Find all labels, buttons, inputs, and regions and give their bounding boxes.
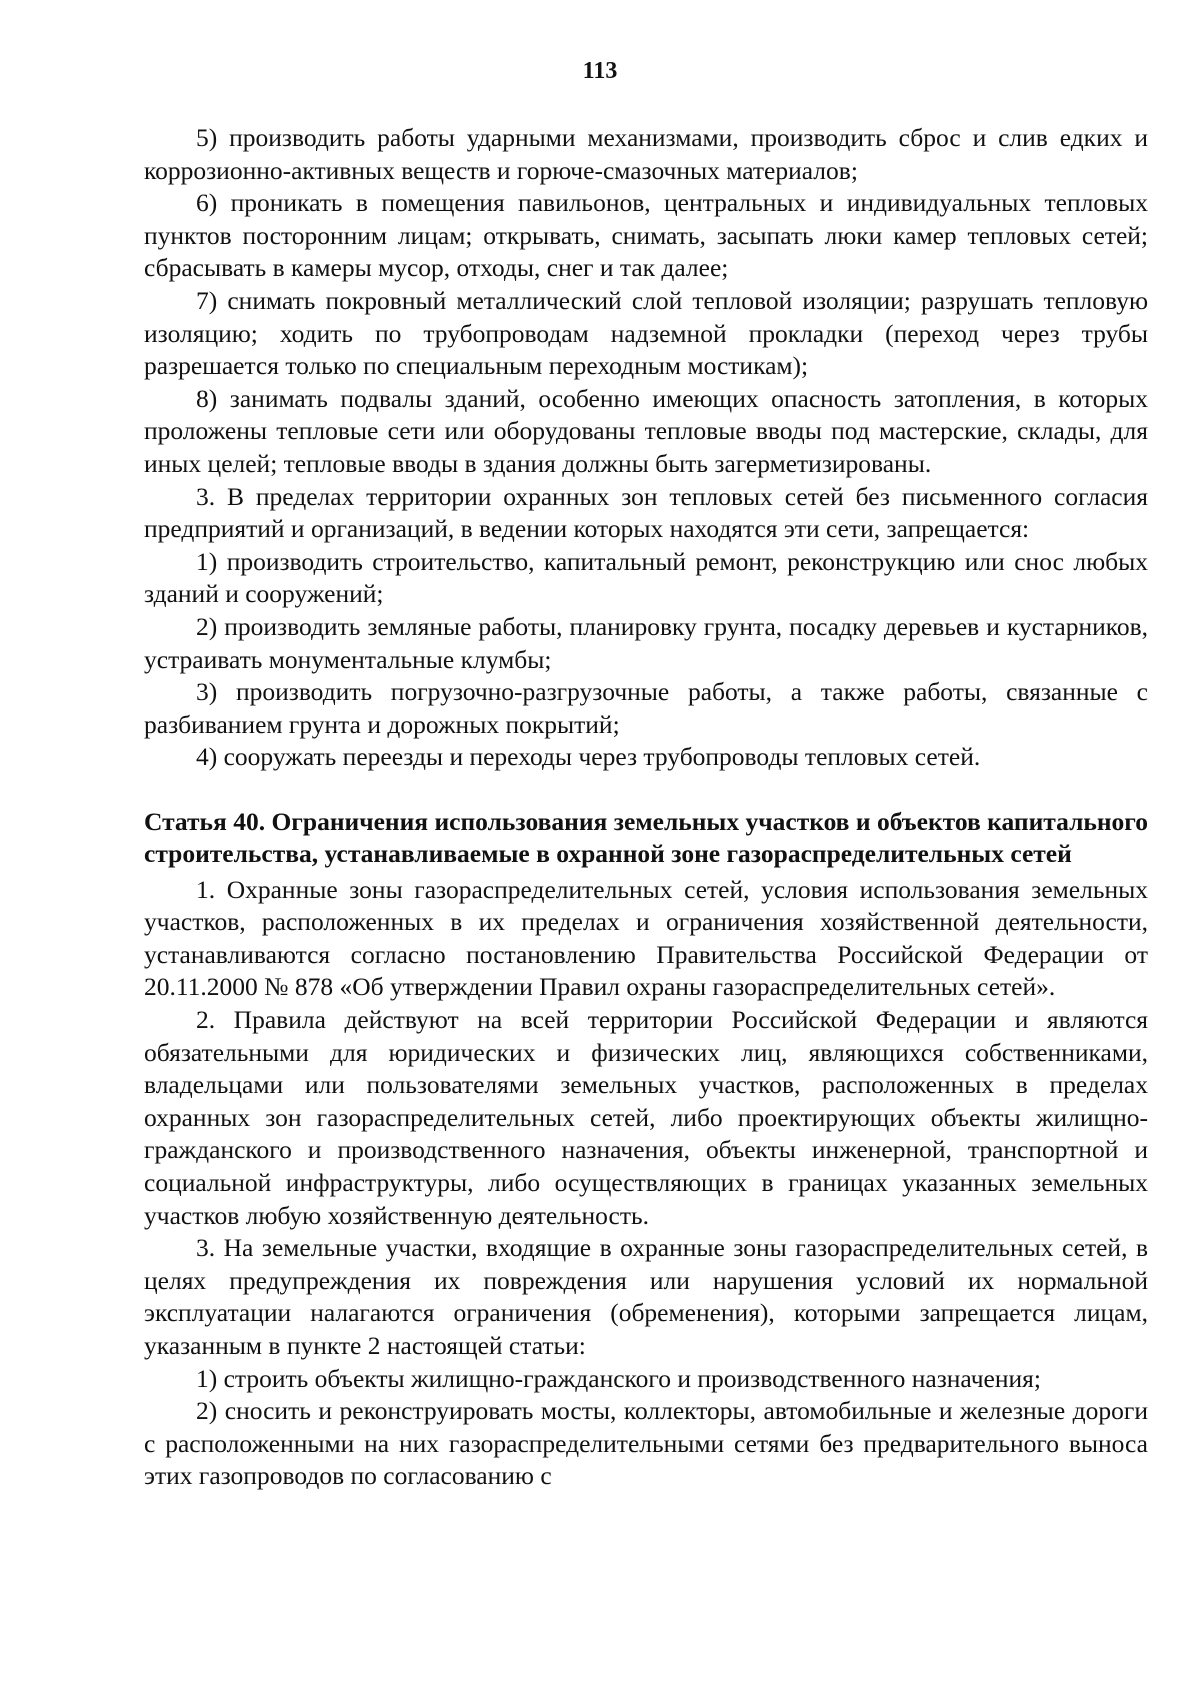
list-item-1-build-objects: 1) строить объекты жилищно-гражданского и производственного назначения; (196, 1363, 1041, 1393)
section-gap (144, 774, 1148, 806)
list-item-1-construction: 1) производить строительство, капитальный ремонт, реконструкцию или снос любых зданий и сооружений; (144, 546, 1148, 609)
list-item-8-basements: 8) занимать подвалы зданий, особенно имеющих опасность затопления, в которых проложены тепловые сети или оборудованы тепловые вводы под мастерские, склады, для иных целей; тепловые вводы в здания должны быть загерметизированы. (144, 383, 1148, 478)
clause-3-prohibitions-intro: 3. В пределах территории охранных зон тепловых сетей без письменного согласия предприятий и организаций, в ведении которых находятся эти сети, запрещается: (144, 481, 1148, 544)
clause-3-restrictions: 3. На земельные участки, входящие в охранные зоны газораспределительных сетей, в целях предупреждения их повреждения или нарушения условий их нормальной эксплуатации налагаются ограничения (обременения), которыми запрещается лицам, указанным в пункте 2 настоящей статьи: (144, 1233, 1148, 1360)
clause-2-rules-scope: 2. Правила действуют на всей территории Российской Федерации и являются обязательными для юридических и физических лиц, являющихся собственниками, владельцами или пользователями земельных участков, расположенных в пределах охранных зон газораспределительных сетей, либо проектирующих объекты жилищно-гражданского и производственного назначения, объекты инженерной, транспортной и социальной инфраструктуры, либо осуществляющих в границах указанных земельных участков любую хозяйственную деятельность. (144, 1005, 1148, 1230)
list-item-2-earthworks: 2) производить земляные работы, планировку грунта, посадку деревьев и кустарников, устраивать монументальные клумбы; (144, 611, 1148, 674)
list-item-7-insulation: 7) снимать покровный металлический слой тепловой изоляции; разрушать тепловую изоляцию; ходить по трубопроводам надземной прокладки (переход через трубы разрешается только по специальным переходным мостикам); (144, 285, 1148, 381)
article-40-heading: Статья 40. Ограничения использования земельных участков и объектов капитального строительства, устанавливаемые в охранной зоне газораспределительных сетей (144, 806, 1148, 869)
list-item-6-access-pavilions: 6) проникать в помещения павильонов, центральных и индивидуальных тепловых пунктов посторонним лицам; открывать, снимать, засыпать люки камер тепловых сетей; сбрасывать в камеры мусор, отходы, снег и так далее; (144, 188, 1148, 283)
clause-1-protection-zones: 1. Охранные зоны газораспределительных сетей, условия использования земельных участков, расположенных в их пределах и ограничения хозяйственной деятельности, устанавливаются согласно постановлению Правительства Российской Федерации от 20.11.2000 № 878 «Об утверждении Правил охраны газораспределительных сетей». (144, 874, 1148, 1002)
list-item-2-demolish-bridges: 2) сносить и реконструировать мосты, коллекторы, автомобильные и железные дороги с расположенными на них газораспределительными сетями без предварительного выноса этих газопроводов по согласованию с (144, 1396, 1148, 1491)
page-number: 113 (582, 58, 618, 84)
list-item-5-impact-works: 5) производить работы ударными механизмами, производить сброс и слив едких и коррозионно-активных веществ и горюче-смазочных материалов; (144, 123, 1148, 185)
list-item-4-crossings: 4) сооружать переезды и переходы через трубопроводы тепловых сетей. (196, 742, 981, 772)
list-item-3-loading-works: 3) производить погрузочно-разгрузочные работы, а также работы, связанные с разбиванием грунта и дорожных покрытий; (144, 677, 1148, 739)
document-body (144, 122, 1148, 1493)
